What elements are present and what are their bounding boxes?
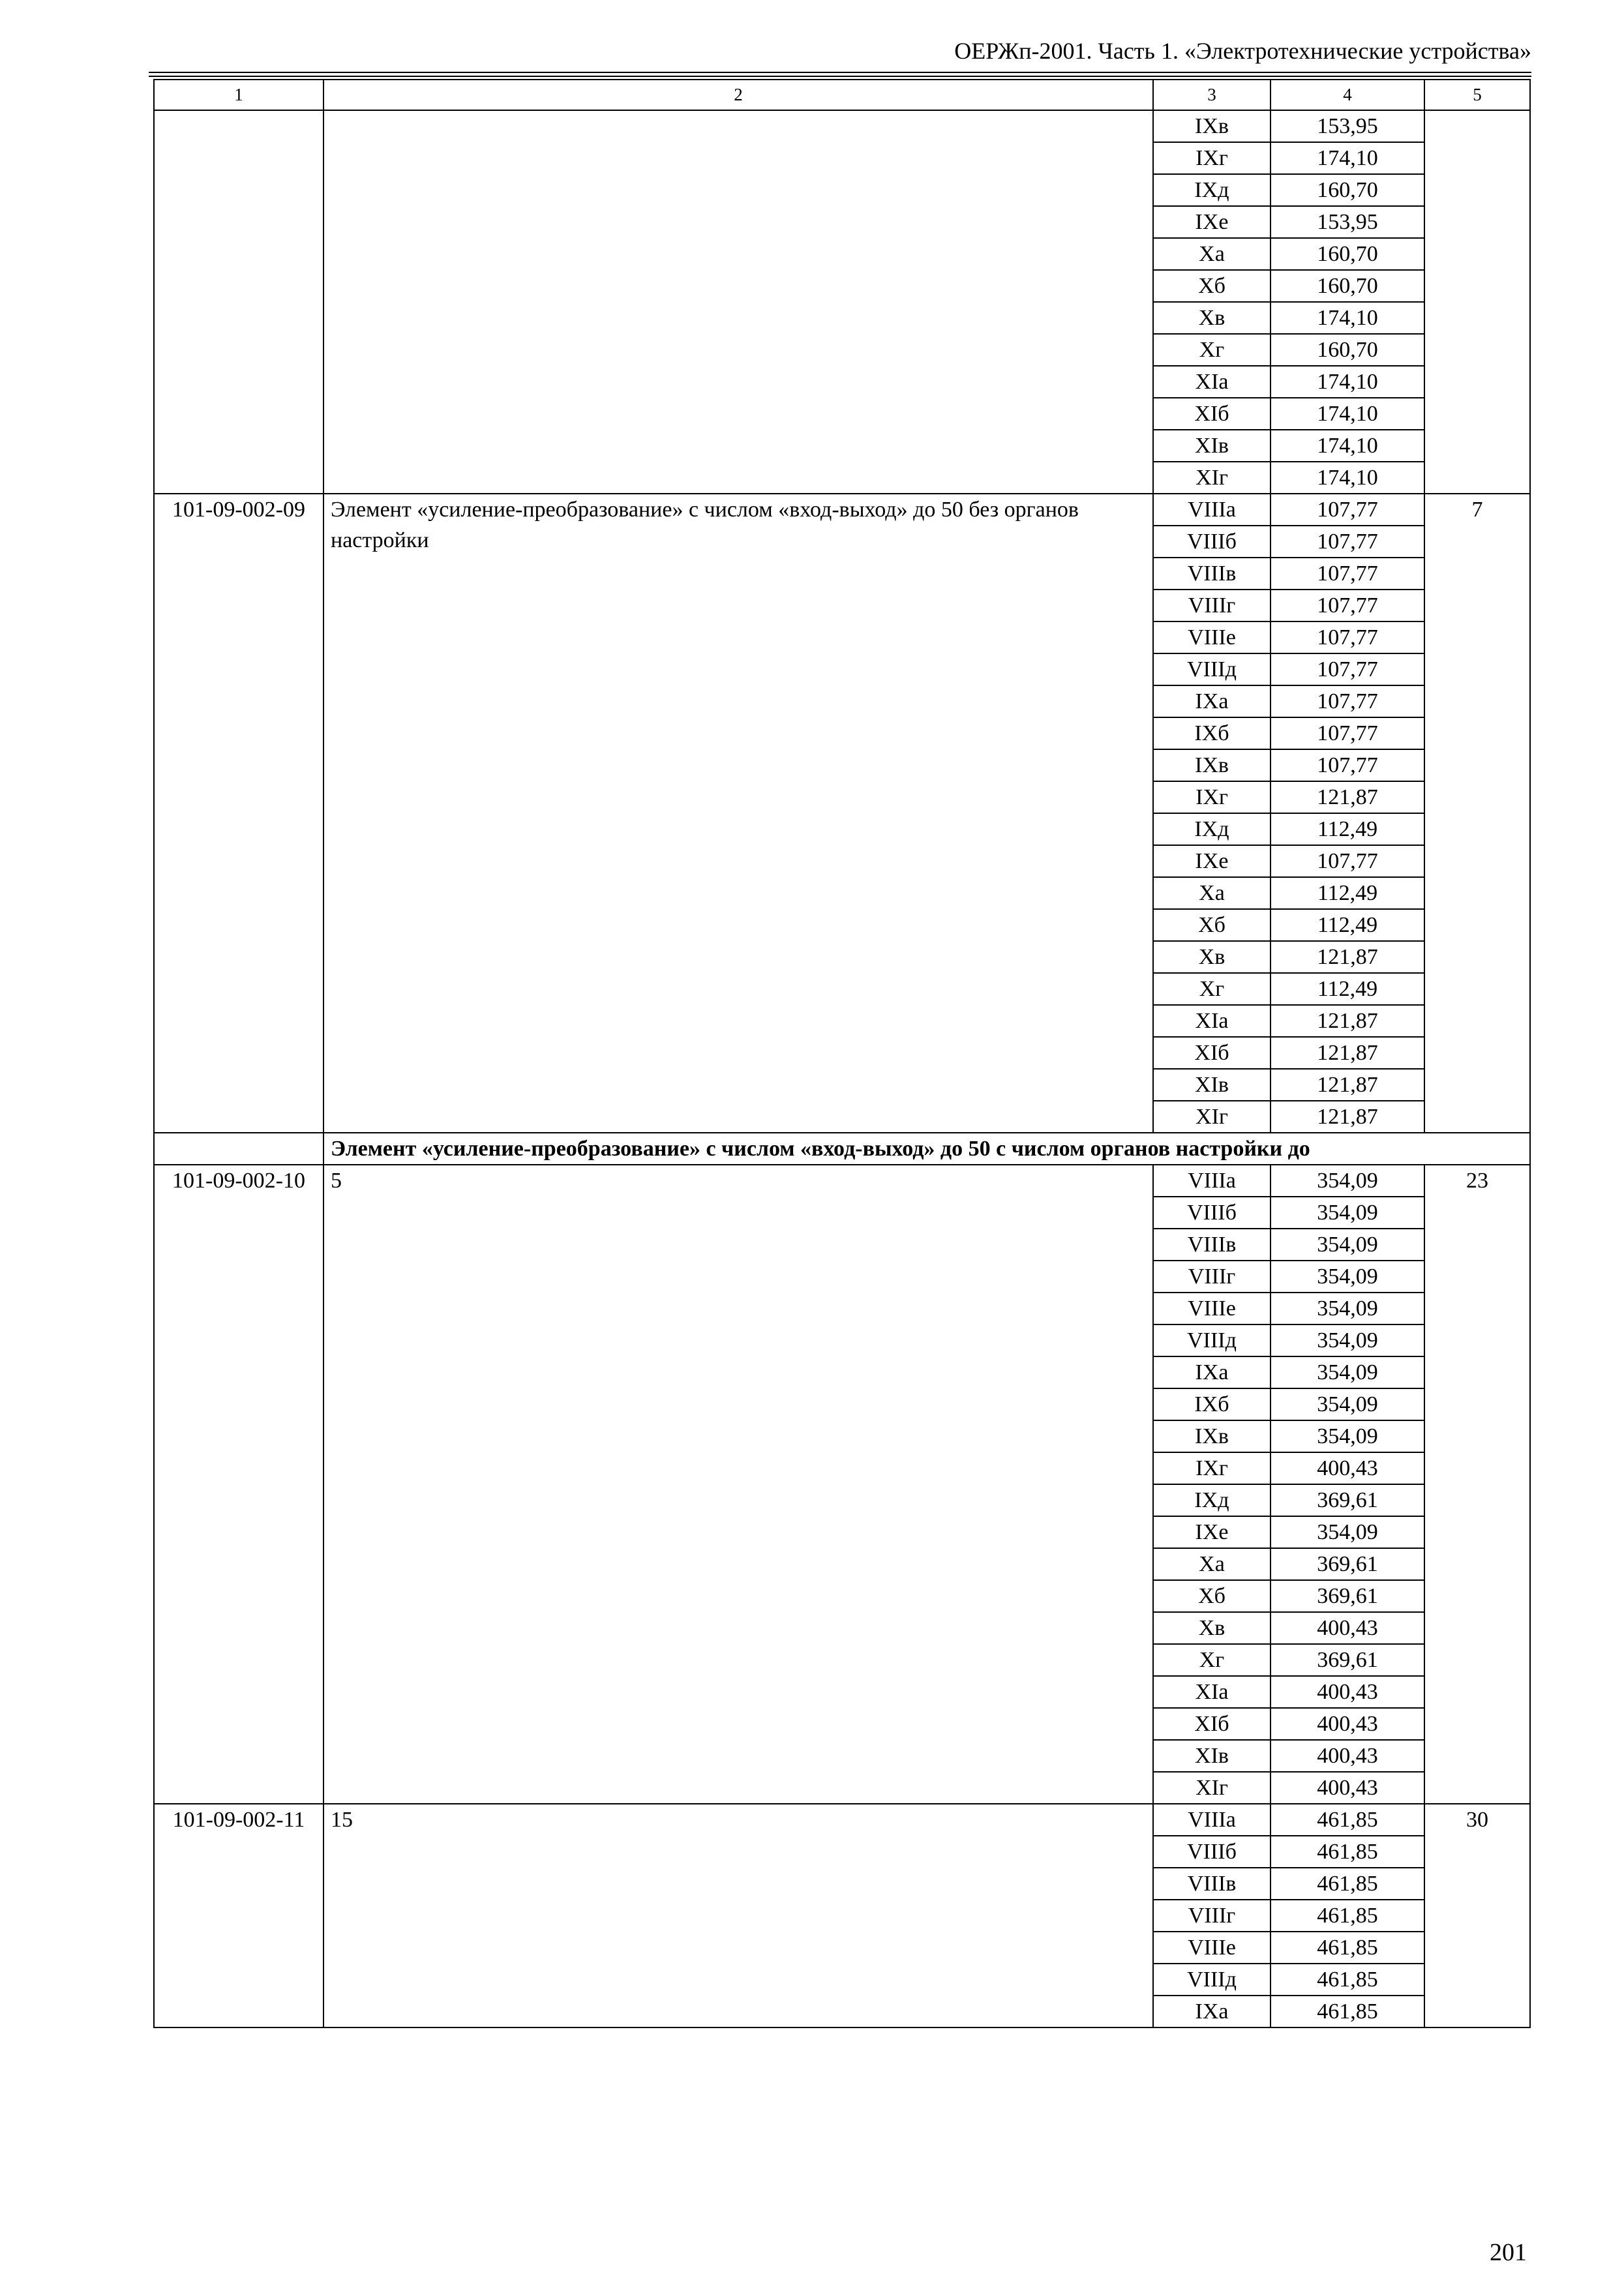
price-cell: 461,85 bbox=[1271, 1868, 1424, 1900]
zone-cell: XIг bbox=[1153, 1101, 1271, 1133]
price-cell: 354,09 bbox=[1271, 1516, 1424, 1548]
zone-cell: XIг bbox=[1153, 1772, 1271, 1804]
table-row bbox=[154, 1165, 1530, 1197]
zone-cell: VIIIг bbox=[1153, 1900, 1271, 1932]
price-cell: 121,87 bbox=[1271, 941, 1424, 973]
zone-cell: Xа bbox=[1153, 238, 1271, 270]
value5-cell: 30 bbox=[1424, 1804, 1530, 2027]
description-cell: Элемент «усиление-преобразование» с числом «вход-выход» до 50 без органов настройки bbox=[323, 494, 1153, 1133]
zone-cell: IXа bbox=[1153, 1356, 1271, 1388]
price-cell: 354,09 bbox=[1271, 1229, 1424, 1261]
column-number: 3 bbox=[1153, 80, 1271, 110]
price-cell: 369,61 bbox=[1271, 1580, 1424, 1612]
column-number: 5 bbox=[1424, 80, 1530, 110]
price-cell: 354,09 bbox=[1271, 1293, 1424, 1324]
code-cell bbox=[154, 110, 323, 494]
price-cell: 400,43 bbox=[1271, 1612, 1424, 1644]
price-cell: 400,43 bbox=[1271, 1452, 1424, 1484]
value5-cell: 7 bbox=[1424, 494, 1530, 1133]
price-cell: 354,09 bbox=[1271, 1388, 1424, 1420]
zone-cell: Xг bbox=[1153, 1644, 1271, 1676]
price-cell: 112,49 bbox=[1271, 909, 1424, 941]
zone-cell: Xб bbox=[1153, 1580, 1271, 1612]
zone-cell: VIIIг bbox=[1153, 590, 1271, 621]
column-number: 1 bbox=[154, 80, 323, 110]
zone-cell: IXа bbox=[1153, 1996, 1271, 2027]
zone-cell: Xв bbox=[1153, 941, 1271, 973]
price-cell: 354,09 bbox=[1271, 1261, 1424, 1293]
zone-cell: Xа bbox=[1153, 1548, 1271, 1580]
price-cell: 354,09 bbox=[1271, 1165, 1424, 1197]
zone-cell: XIв bbox=[1153, 430, 1271, 462]
price-cell: 107,77 bbox=[1271, 749, 1424, 781]
column-number-row bbox=[154, 80, 1530, 110]
column-number: 4 bbox=[1271, 80, 1424, 110]
value5-cell bbox=[1424, 110, 1530, 494]
zone-cell: IXв bbox=[1153, 110, 1271, 142]
zone-cell: VIIIд bbox=[1153, 1324, 1271, 1356]
price-cell: 174,10 bbox=[1271, 430, 1424, 462]
table-row bbox=[154, 494, 1530, 526]
price-cell: 121,87 bbox=[1271, 781, 1424, 813]
rates-table bbox=[153, 79, 1531, 2028]
price-cell: 174,10 bbox=[1271, 142, 1424, 174]
column-number: 2 bbox=[323, 80, 1153, 110]
price-cell: 461,85 bbox=[1271, 1836, 1424, 1868]
price-cell: 369,61 bbox=[1271, 1644, 1424, 1676]
zone-cell: IXд bbox=[1153, 1484, 1271, 1516]
price-cell: 121,87 bbox=[1271, 1037, 1424, 1069]
price-cell: 369,61 bbox=[1271, 1548, 1424, 1580]
price-cell: 400,43 bbox=[1271, 1708, 1424, 1740]
zone-cell: VIIIб bbox=[1153, 1197, 1271, 1229]
value5-cell: 23 bbox=[1424, 1165, 1530, 1804]
price-cell: 354,09 bbox=[1271, 1356, 1424, 1388]
price-cell: 107,77 bbox=[1271, 590, 1424, 621]
code-cell bbox=[154, 1133, 323, 1165]
price-cell: 107,77 bbox=[1271, 558, 1424, 590]
price-cell: 153,95 bbox=[1271, 110, 1424, 142]
zone-cell: Xв bbox=[1153, 302, 1271, 334]
price-cell: 112,49 bbox=[1271, 813, 1424, 845]
zone-cell: IXе bbox=[1153, 845, 1271, 877]
zone-cell: VIIIв bbox=[1153, 1868, 1271, 1900]
price-cell: 121,87 bbox=[1271, 1069, 1424, 1101]
price-cell: 112,49 bbox=[1271, 973, 1424, 1005]
price-cell: 107,77 bbox=[1271, 494, 1424, 526]
price-cell: 121,87 bbox=[1271, 1005, 1424, 1037]
zone-cell: VIIIе bbox=[1153, 1293, 1271, 1324]
table-row bbox=[154, 110, 1530, 142]
zone-cell: IXд bbox=[1153, 813, 1271, 845]
zone-cell: VIIIа bbox=[1153, 494, 1271, 526]
zone-cell: XIа bbox=[1153, 366, 1271, 398]
price-cell: 400,43 bbox=[1271, 1740, 1424, 1772]
zone-cell: VIIIб bbox=[1153, 1836, 1271, 1868]
price-cell: 160,70 bbox=[1271, 334, 1424, 366]
price-cell: 107,77 bbox=[1271, 653, 1424, 685]
code-cell: 101-09-002-10 bbox=[154, 1165, 323, 1804]
zone-cell: Xа bbox=[1153, 877, 1271, 909]
zone-cell: VIIIа bbox=[1153, 1804, 1271, 1836]
zone-cell: VIIIг bbox=[1153, 1261, 1271, 1293]
price-cell: 354,09 bbox=[1271, 1197, 1424, 1229]
header-rule-bottom bbox=[149, 76, 1531, 77]
zone-cell: IXб bbox=[1153, 717, 1271, 749]
zone-cell: VIIIе bbox=[1153, 621, 1271, 653]
zone-cell: Xг bbox=[1153, 334, 1271, 366]
zone-cell: VIIIб bbox=[1153, 526, 1271, 558]
price-cell: 174,10 bbox=[1271, 462, 1424, 494]
zone-cell: VIIIв bbox=[1153, 1229, 1271, 1261]
zone-cell: IXв bbox=[1153, 749, 1271, 781]
price-cell: 107,77 bbox=[1271, 685, 1424, 717]
zone-cell: XIб bbox=[1153, 1037, 1271, 1069]
zone-cell: XIг bbox=[1153, 462, 1271, 494]
rates-table-body bbox=[154, 80, 1530, 2027]
zone-cell: XIб bbox=[1153, 398, 1271, 430]
price-cell: 160,70 bbox=[1271, 238, 1424, 270]
zone-cell: IXд bbox=[1153, 174, 1271, 206]
zone-cell: IXв bbox=[1153, 1420, 1271, 1452]
zone-cell: IXе bbox=[1153, 206, 1271, 238]
price-cell: 121,87 bbox=[1271, 1101, 1424, 1133]
price-cell: 174,10 bbox=[1271, 302, 1424, 334]
price-cell: 369,61 bbox=[1271, 1484, 1424, 1516]
zone-cell: IXг bbox=[1153, 1452, 1271, 1484]
price-cell: 400,43 bbox=[1271, 1772, 1424, 1804]
price-cell: 107,77 bbox=[1271, 526, 1424, 558]
page-header-title: ОЕРЖп-2001. Часть 1. «Электротехнические устройства» bbox=[954, 38, 1531, 64]
zone-cell: IXа bbox=[1153, 685, 1271, 717]
price-cell: 461,85 bbox=[1271, 1804, 1424, 1836]
price-cell: 160,70 bbox=[1271, 174, 1424, 206]
table-row bbox=[154, 1804, 1530, 1836]
price-cell: 461,85 bbox=[1271, 1932, 1424, 1964]
page-number: 201 bbox=[1490, 2239, 1527, 2266]
price-cell: 174,10 bbox=[1271, 366, 1424, 398]
zone-cell: IXб bbox=[1153, 1388, 1271, 1420]
price-cell: 107,77 bbox=[1271, 717, 1424, 749]
zone-cell: XIб bbox=[1153, 1708, 1271, 1740]
zone-cell: XIв bbox=[1153, 1069, 1271, 1101]
section-heading: Элемент «усиление-преобразование» с числом «вход-выход» до 50 с числом органов настройки до bbox=[323, 1133, 1530, 1165]
price-cell: 107,77 bbox=[1271, 845, 1424, 877]
price-cell: 174,10 bbox=[1271, 398, 1424, 430]
zone-cell: XIв bbox=[1153, 1740, 1271, 1772]
price-cell: 112,49 bbox=[1271, 877, 1424, 909]
zone-cell: VIIIв bbox=[1153, 558, 1271, 590]
zone-cell: IXг bbox=[1153, 781, 1271, 813]
zone-cell: IXе bbox=[1153, 1516, 1271, 1548]
price-cell: 461,85 bbox=[1271, 1964, 1424, 1996]
price-cell: 461,85 bbox=[1271, 1996, 1424, 2027]
zone-cell: XIа bbox=[1153, 1676, 1271, 1708]
price-cell: 153,95 bbox=[1271, 206, 1424, 238]
zone-cell: Xг bbox=[1153, 973, 1271, 1005]
price-cell: 160,70 bbox=[1271, 270, 1424, 302]
zone-cell: VIIIд bbox=[1153, 653, 1271, 685]
zone-cell: VIIIд bbox=[1153, 1964, 1271, 1996]
zone-cell: Xб bbox=[1153, 270, 1271, 302]
zone-cell: Xб bbox=[1153, 909, 1271, 941]
description-cell: 15 bbox=[323, 1804, 1153, 2027]
price-cell: 107,77 bbox=[1271, 621, 1424, 653]
header-rule-top bbox=[149, 72, 1531, 73]
zone-cell: Xв bbox=[1153, 1612, 1271, 1644]
price-cell: 354,09 bbox=[1271, 1420, 1424, 1452]
code-cell: 101-09-002-09 bbox=[154, 494, 323, 1133]
code-cell: 101-09-002-11 bbox=[154, 1804, 323, 2027]
zone-cell: IXг bbox=[1153, 142, 1271, 174]
zone-cell: XIа bbox=[1153, 1005, 1271, 1037]
zone-cell: VIIIе bbox=[1153, 1932, 1271, 1964]
description-cell bbox=[323, 110, 1153, 494]
zone-cell: VIIIа bbox=[1153, 1165, 1271, 1197]
description-cell: 5 bbox=[323, 1165, 1153, 1804]
section-heading-row bbox=[154, 1133, 1530, 1165]
price-cell: 400,43 bbox=[1271, 1676, 1424, 1708]
price-cell: 461,85 bbox=[1271, 1900, 1424, 1932]
price-cell: 354,09 bbox=[1271, 1324, 1424, 1356]
